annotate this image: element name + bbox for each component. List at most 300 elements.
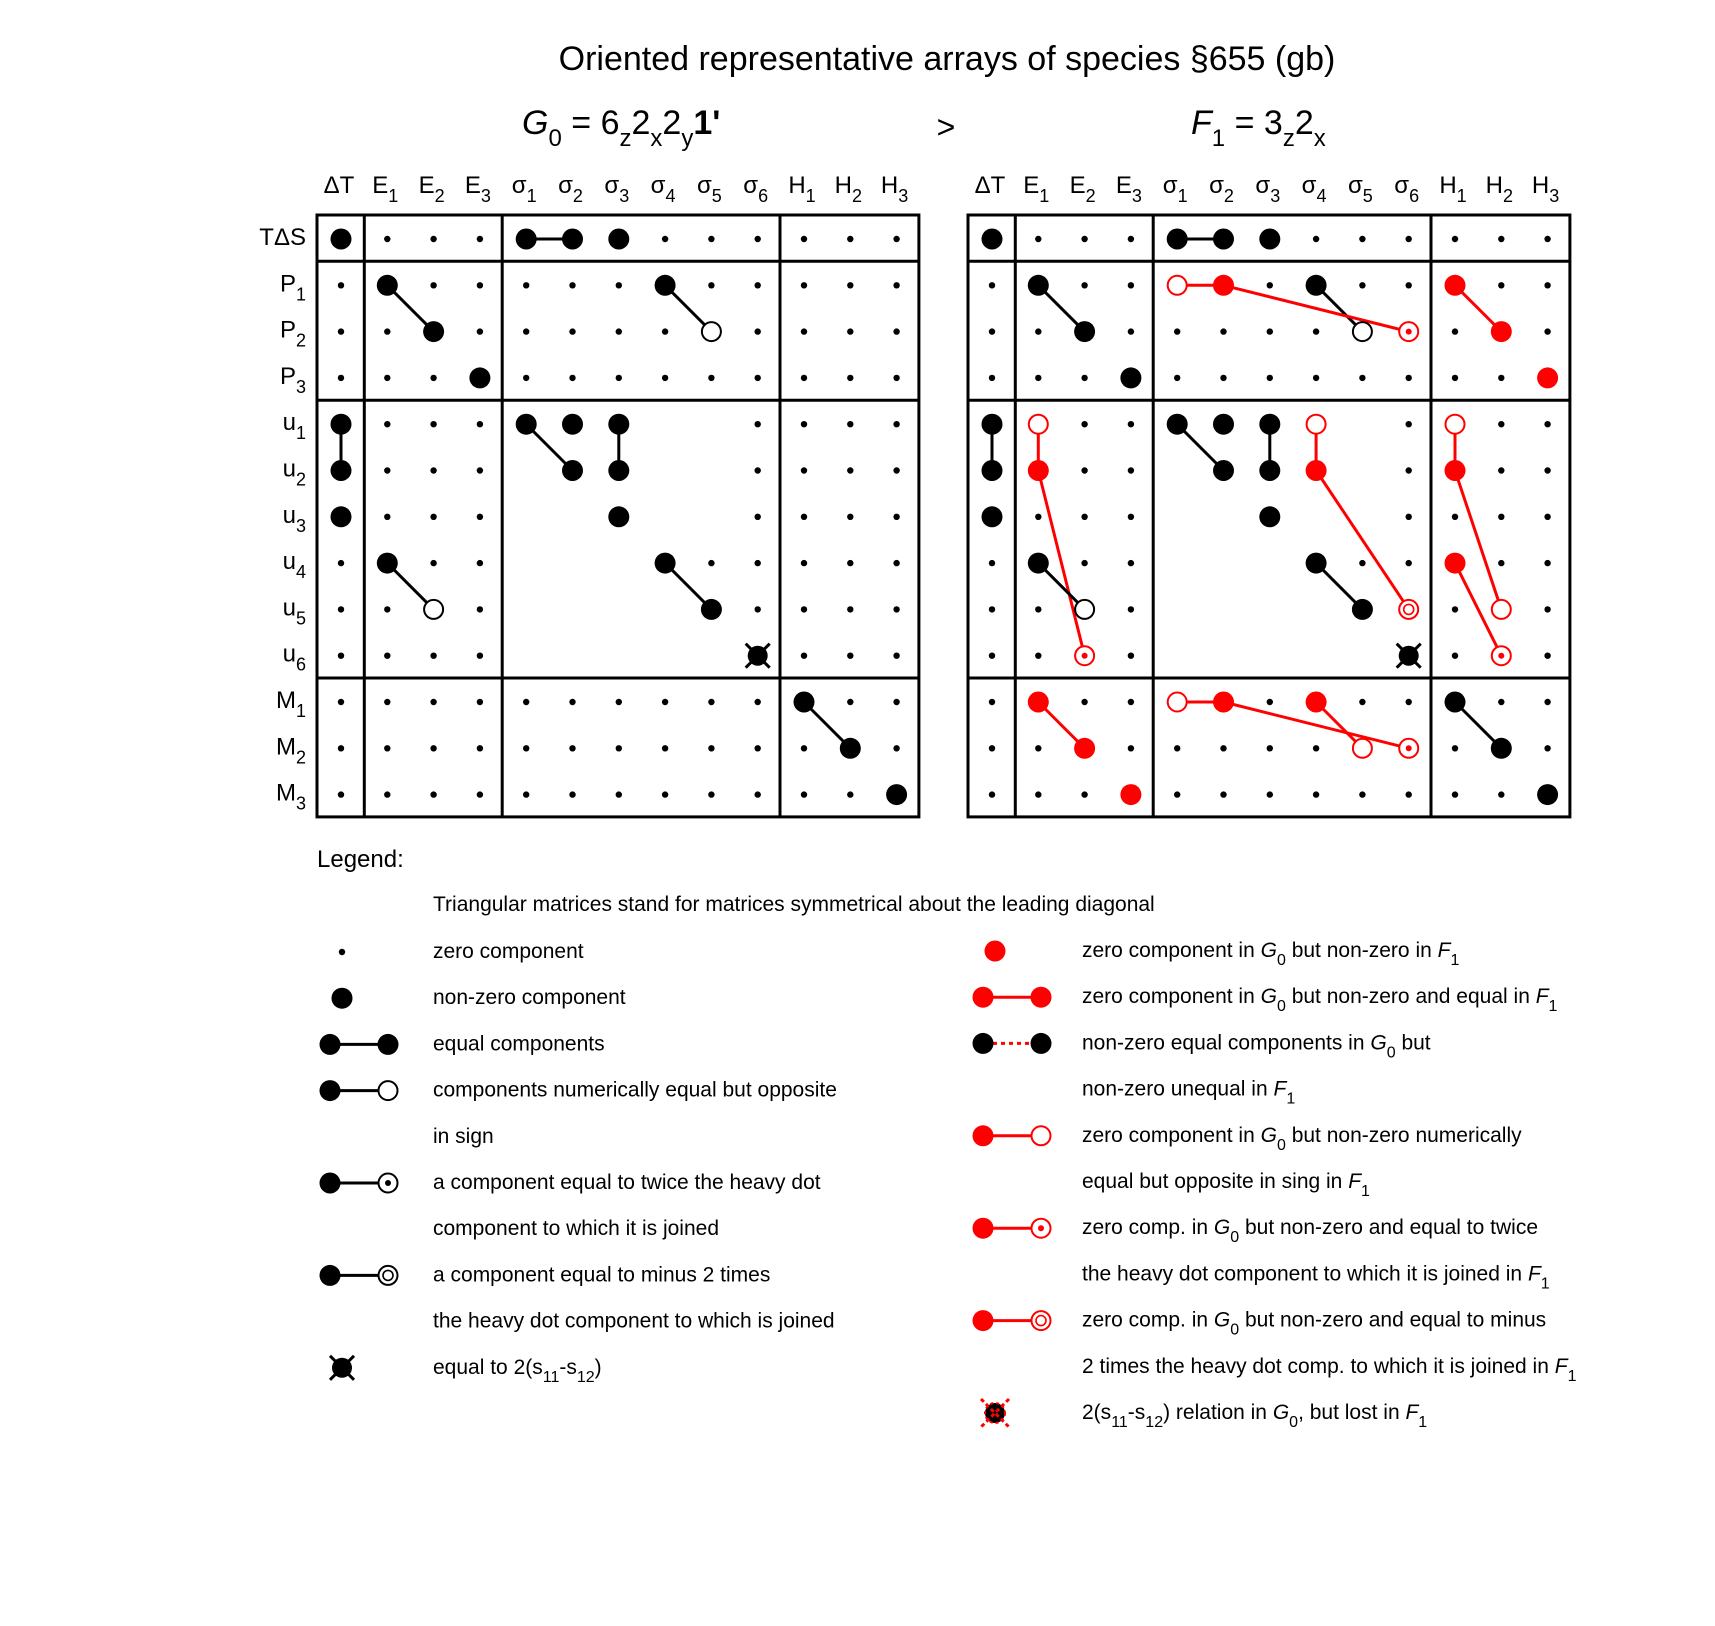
mark-big — [608, 414, 629, 435]
mark-big — [886, 784, 907, 805]
mark-big — [701, 599, 722, 620]
row-header-3: $P_3$ — [279, 362, 306, 397]
mark-big — [1306, 553, 1327, 574]
mark-big — [1120, 784, 1141, 805]
zero-dot — [1498, 421, 1504, 427]
mark-big — [562, 229, 583, 250]
zero-dot — [1035, 606, 1041, 612]
mark-dotted — [1075, 646, 1094, 665]
zero-dot — [1544, 606, 1550, 612]
matrix-G0 — [317, 215, 919, 817]
zero-dot — [1498, 236, 1504, 242]
zero-dot — [616, 282, 622, 288]
link-equal-icon — [320, 1034, 399, 1055]
mark-cross — [746, 644, 770, 668]
mark-big — [1213, 414, 1234, 435]
zero-dot — [662, 236, 668, 242]
zero-dot — [801, 467, 807, 473]
zero-dot — [847, 699, 853, 705]
zero-dot — [893, 375, 899, 381]
legend-item-right_items-1-line-0: zero component in $G_0$ but non-zero and equal in $F_1$ — [1082, 985, 1558, 1016]
mark-open — [1029, 415, 1048, 434]
mark-big — [331, 506, 352, 527]
zero-dot — [847, 514, 853, 520]
legend-item-left_items-1-line-0: non-zero component — [433, 986, 626, 1010]
mark-big — [982, 414, 1003, 435]
zero-dot — [1035, 328, 1041, 334]
zero-dot — [1128, 699, 1134, 705]
zero-dot — [662, 791, 668, 797]
page-title: Oriented representative arrays of species §655 (gb) — [558, 40, 1336, 78]
zero-dot — [384, 606, 390, 612]
zero-dot — [989, 791, 995, 797]
column-header-1-12: $H_3$ — [1531, 172, 1560, 206]
zero-dot — [1544, 699, 1550, 705]
zero-dot — [430, 791, 436, 797]
zero-dot — [989, 745, 995, 751]
mark-open — [1353, 739, 1372, 758]
mark-big — [1491, 738, 1512, 759]
zero-dot — [1128, 282, 1134, 288]
column-header-0-7: $\sigma_4$ — [650, 172, 676, 206]
zero-dot — [430, 282, 436, 288]
mark-cross — [1397, 644, 1421, 668]
zero-dot — [1081, 421, 1087, 427]
mark-big — [982, 506, 1003, 527]
mark-big — [1074, 321, 1095, 342]
zero-dot — [523, 745, 529, 751]
row-header-4: $u_1$ — [282, 409, 306, 444]
zero-dot — [847, 606, 853, 612]
column-header-0-6: $\sigma_3$ — [604, 172, 630, 206]
mark-big — [655, 553, 676, 574]
zero-dot — [338, 375, 344, 381]
zero-dot — [1498, 791, 1504, 797]
zero-dot — [847, 791, 853, 797]
row-header-11: $M_2$ — [275, 733, 306, 768]
zero-dot — [1081, 236, 1087, 242]
zero-dot — [893, 236, 899, 242]
link-twice-icon — [320, 1173, 398, 1194]
zero-dot — [1174, 328, 1180, 334]
mark-dotted — [1399, 322, 1418, 341]
row-header-9: $u_6$ — [282, 640, 306, 675]
zero-dot — [1081, 791, 1087, 797]
legend-item-left_items-6-line-0: equal to $2(s_{11}-s_{12})$ — [433, 1355, 602, 1386]
zero-dot — [847, 282, 853, 288]
legend-heading: Legend: — [317, 846, 404, 873]
legend-item-right_items-4-line-0: zero comp. in $G_0$ but non-zero and equal to twice — [1082, 1216, 1539, 1247]
legend-item-right_items-2-line-0: non-zero equal components in $G_0$ but — [1082, 1031, 1431, 1062]
mark-big — [1445, 692, 1466, 713]
mark-big — [1445, 553, 1466, 574]
mark-big — [1306, 692, 1327, 713]
zero-dot — [430, 467, 436, 473]
mark-big — [1028, 692, 1049, 713]
zero-dot — [338, 791, 344, 797]
red-link-opposite-icon — [973, 1125, 1051, 1146]
column-header-1-7: $\sigma_4$ — [1301, 172, 1327, 206]
zero-dot — [1406, 282, 1412, 288]
zero-dot — [989, 560, 995, 566]
big-dot-icon — [332, 988, 353, 1009]
zero-dot — [847, 421, 853, 427]
mark-big — [840, 738, 861, 759]
column-header-0-10: $H_1$ — [788, 172, 816, 206]
mark-big — [608, 460, 629, 481]
legend-item-left_items-3-line-0: components numerically equal but opposite — [433, 1078, 837, 1102]
zero-dot — [1406, 699, 1412, 705]
mark-open — [1353, 322, 1372, 341]
legend-item-left_items-3-line-1: in sign — [433, 1124, 494, 1148]
zero-dot — [430, 653, 436, 659]
zero-dot — [616, 375, 622, 381]
zero-dot — [1035, 236, 1041, 242]
zero-dot — [1128, 653, 1134, 659]
zero-dot — [616, 791, 622, 797]
zero-dot — [616, 328, 622, 334]
zero-dot — [989, 328, 995, 334]
zero-dot — [384, 236, 390, 242]
mark-open — [1307, 415, 1326, 434]
zero-dot — [755, 467, 761, 473]
link-minus-two-icon — [320, 1265, 398, 1286]
zero-dot — [801, 328, 807, 334]
legend-item-left_items-4-line-0: a component equal to twice the heavy dot — [433, 1171, 821, 1194]
zero-dot — [384, 467, 390, 473]
zero-dot — [801, 606, 807, 612]
zero-dot — [430, 236, 436, 242]
zero-dot — [708, 560, 714, 566]
zero-dot — [384, 328, 390, 334]
red-link-twice-icon — [973, 1218, 1051, 1239]
mark-big — [1213, 460, 1234, 481]
zero-dot — [1406, 236, 1412, 242]
zero-dot — [893, 560, 899, 566]
mark-big — [608, 229, 629, 250]
mark-big — [562, 414, 583, 435]
legend-item-right_items-6-line-0: $2(s_{11}-s_{12})$ relation in $G_0$, but lost in $F_1$ — [1082, 1401, 1428, 1431]
zero-dot — [662, 328, 668, 334]
mark-big — [331, 229, 352, 250]
zero-dot — [569, 328, 575, 334]
zero-dot — [569, 282, 575, 288]
zero-dot — [1452, 791, 1458, 797]
zero-dot — [338, 606, 344, 612]
zero-dot — [1544, 653, 1550, 659]
mark-big — [1352, 599, 1373, 620]
zero-dot — [893, 467, 899, 473]
mark-big — [655, 275, 676, 296]
zero-dot — [708, 791, 714, 797]
zero-dot — [477, 606, 483, 612]
zero-dot — [1174, 375, 1180, 381]
lost-cross-icon — [981, 1399, 1009, 1427]
link-line — [1455, 471, 1501, 610]
zero-dot — [755, 282, 761, 288]
mark-big — [1028, 553, 1049, 574]
zero-dot — [893, 328, 899, 334]
zero-dot — [755, 745, 761, 751]
zero-dot — [1359, 791, 1365, 797]
zero-dot — [755, 236, 761, 242]
mark-big — [1167, 414, 1188, 435]
row-header-2: $P_2$ — [279, 316, 306, 351]
zero-dot — [523, 328, 529, 334]
mark-open — [1446, 415, 1465, 434]
column-header-0-2: $E_2$ — [418, 172, 445, 206]
zero-dot — [1081, 699, 1087, 705]
zero-dot — [523, 282, 529, 288]
column-header-0-0: ΔT — [323, 172, 355, 199]
column-header-1-4: $\sigma_1$ — [1162, 172, 1188, 206]
mark-big — [982, 229, 1003, 250]
matrix-F1 — [968, 215, 1570, 817]
zero-dot — [1452, 653, 1458, 659]
zero-dot — [847, 236, 853, 242]
zero-dot — [989, 282, 995, 288]
zero-dot — [477, 467, 483, 473]
column-header-1-10: $H_1$ — [1439, 172, 1467, 206]
zero-dot — [1359, 699, 1365, 705]
column-header-0-3: $E_3$ — [464, 172, 491, 206]
mark-open — [1168, 276, 1187, 295]
zero-dot — [1406, 375, 1412, 381]
zero-dot — [477, 699, 483, 705]
zero-dot — [569, 791, 575, 797]
row-header-1: $P_1$ — [279, 270, 306, 305]
zero-dot — [1452, 745, 1458, 751]
zero-dot — [1313, 791, 1319, 797]
zero-dot — [338, 653, 344, 659]
zero-dot — [893, 282, 899, 288]
zero-dot — [1267, 745, 1273, 751]
mark-big — [1120, 367, 1141, 388]
mark-open — [424, 600, 443, 619]
zero-dot — [989, 606, 995, 612]
zero-dot — [569, 745, 575, 751]
zero-dot — [1128, 606, 1134, 612]
mark-big — [1306, 460, 1327, 481]
zero-dot — [1313, 745, 1319, 751]
small-dot-icon — [339, 949, 345, 955]
row-header-7: $u_4$ — [282, 548, 306, 583]
zero-dot — [477, 282, 483, 288]
zero-dot — [1035, 791, 1041, 797]
mark-big — [1491, 321, 1512, 342]
zero-dot — [523, 791, 529, 797]
zero-dot — [847, 328, 853, 334]
legend-item-right_items-2-line-1: non-zero unequal in $F_1$ — [1082, 1077, 1296, 1108]
zero-dot — [338, 745, 344, 751]
zero-dot — [1452, 328, 1458, 334]
legend-item-right_items-5-line-0: zero comp. in $G_0$ but non-zero and equal to minus — [1082, 1308, 1547, 1339]
zero-dot — [755, 699, 761, 705]
legend-item-left_items-4-line-1: component to which it is joined — [433, 1217, 719, 1241]
row-header-8: $u_5$ — [282, 594, 306, 629]
mark-big — [1213, 275, 1234, 296]
zero-dot — [477, 236, 483, 242]
column-header-1-3: $E_3$ — [1115, 172, 1142, 206]
zero-dot — [662, 745, 668, 751]
zero-dot — [847, 653, 853, 659]
zero-dot — [477, 328, 483, 334]
column-header-1-0: ΔT — [974, 172, 1006, 199]
legend-item-right_items-5-line-1: 2 times the heavy dot comp. to which it is joined in $F_1$ — [1082, 1354, 1577, 1385]
zero-dot — [1081, 467, 1087, 473]
column-header-1-8: $\sigma_5$ — [1347, 172, 1373, 206]
mark-open — [702, 322, 721, 341]
mark-big — [1213, 692, 1234, 713]
zero-dot — [847, 375, 853, 381]
zero-dot — [801, 514, 807, 520]
column-header-0-1: $E_1$ — [372, 172, 399, 206]
zero-dot — [1220, 791, 1226, 797]
mark-big — [377, 275, 398, 296]
zero-dot — [1128, 560, 1134, 566]
mark-double — [1399, 600, 1418, 619]
mark-big — [608, 506, 629, 527]
zero-dot — [1128, 514, 1134, 520]
zero-dot — [989, 699, 995, 705]
zero-dot — [1544, 467, 1550, 473]
zero-dot — [755, 606, 761, 612]
zero-dot — [477, 514, 483, 520]
zero-dot — [1174, 745, 1180, 751]
zero-dot — [384, 375, 390, 381]
zero-dot — [477, 791, 483, 797]
column-header-0-9: $\sigma_6$ — [743, 172, 769, 206]
zero-dot — [708, 282, 714, 288]
zero-dot — [755, 421, 761, 427]
zero-dot — [847, 560, 853, 566]
zero-dot — [338, 699, 344, 705]
zero-dot — [989, 653, 995, 659]
mark-big — [516, 229, 537, 250]
zero-dot — [616, 745, 622, 751]
mark-big — [1259, 460, 1280, 481]
zero-dot — [1035, 745, 1041, 751]
zero-dot — [1544, 328, 1550, 334]
column-header-1-2: $E_2$ — [1069, 172, 1096, 206]
mark-big — [1259, 506, 1280, 527]
zero-dot — [1359, 560, 1365, 566]
zero-dot — [1128, 328, 1134, 334]
zero-dot — [755, 791, 761, 797]
zero-dot — [893, 653, 899, 659]
zero-dot — [1081, 560, 1087, 566]
zero-dot — [1406, 560, 1412, 566]
zero-dot — [801, 375, 807, 381]
zero-dot — [847, 467, 853, 473]
zero-dot — [1313, 328, 1319, 334]
zero-dot — [1498, 699, 1504, 705]
mark-big — [331, 460, 352, 481]
zero-dot — [1128, 421, 1134, 427]
zero-dot — [338, 328, 344, 334]
mark-big — [562, 460, 583, 481]
zero-dot — [893, 514, 899, 520]
zero-dot — [755, 560, 761, 566]
zero-dot — [1267, 791, 1273, 797]
mark-big — [1445, 460, 1466, 481]
zero-dot — [755, 328, 761, 334]
zero-dot — [1313, 375, 1319, 381]
zero-dot — [1498, 375, 1504, 381]
zero-dot — [477, 421, 483, 427]
mark-big — [516, 414, 537, 435]
right-formula: $F_1 = 3_z2_x$ — [1191, 104, 1326, 152]
zero-dot — [384, 653, 390, 659]
zero-dot — [1220, 375, 1226, 381]
zero-dot — [1313, 236, 1319, 242]
mark-big — [1167, 229, 1188, 250]
zero-dot — [708, 745, 714, 751]
zero-dot — [801, 421, 807, 427]
zero-dot — [1498, 282, 1504, 288]
mark-big — [794, 692, 815, 713]
mark-big — [982, 460, 1003, 481]
zero-dot — [384, 514, 390, 520]
zero-dot — [801, 560, 807, 566]
broken-link-icon — [973, 1033, 1052, 1054]
red-link-minus-two-icon — [973, 1310, 1051, 1331]
zero-dot — [1267, 328, 1273, 334]
zero-dot — [1035, 375, 1041, 381]
comparator-symbol: > — [936, 109, 956, 145]
mark-big — [1537, 784, 1558, 805]
column-header-1-9: $\sigma_6$ — [1394, 172, 1420, 206]
zero-dot — [708, 375, 714, 381]
zero-dot — [1544, 236, 1550, 242]
legend-item-left_items-2-line-0: equal components — [433, 1032, 605, 1056]
mark-big — [377, 553, 398, 574]
mark-big — [423, 321, 444, 342]
mark-open — [1168, 693, 1187, 712]
zero-dot — [1544, 282, 1550, 288]
legend-note: Triangular matrices stand for matrices symmetrical about the leading diagonal — [433, 893, 1155, 916]
zero-dot — [1498, 467, 1504, 473]
column-header-1-6: $\sigma_3$ — [1255, 172, 1281, 206]
zero-dot — [1452, 606, 1458, 612]
zero-dot — [662, 699, 668, 705]
zero-dot — [338, 282, 344, 288]
zero-dot — [1406, 421, 1412, 427]
row-header-6: $u_3$ — [282, 501, 306, 536]
mark-big — [469, 367, 490, 388]
zero-dot — [1452, 375, 1458, 381]
mark-big — [1537, 367, 1558, 388]
zero-dot — [1035, 514, 1041, 520]
mark-big — [1259, 414, 1280, 435]
legend-item-left_items-5-line-1: the heavy dot component to which is joined — [433, 1309, 835, 1333]
zero-dot — [1359, 236, 1365, 242]
column-header-0-12: $H_3$ — [880, 172, 909, 206]
legend-item-right_items-3-line-1: equal but opposite in sing in $F_1$ — [1082, 1170, 1370, 1200]
red-dot-icon — [985, 941, 1006, 962]
zero-dot — [1544, 560, 1550, 566]
zero-dot — [1452, 514, 1458, 520]
zero-dot — [989, 375, 995, 381]
legend-item-right_items-3-line-0: zero component in $G_0$ but non-zero numerically — [1082, 1123, 1522, 1154]
zero-dot — [801, 282, 807, 288]
legend-item-left_items-0-line-0: zero component — [433, 940, 584, 963]
legend-item-right_items-0-line-0: zero component in $G_0$ but non-zero in $F_1$ — [1082, 939, 1460, 969]
zero-dot — [1359, 282, 1365, 288]
left-formula: $G_0 = 6_z2_x2_y1'$ — [522, 104, 721, 152]
row-header-5: $u_2$ — [282, 455, 306, 490]
zero-dot — [1035, 653, 1041, 659]
